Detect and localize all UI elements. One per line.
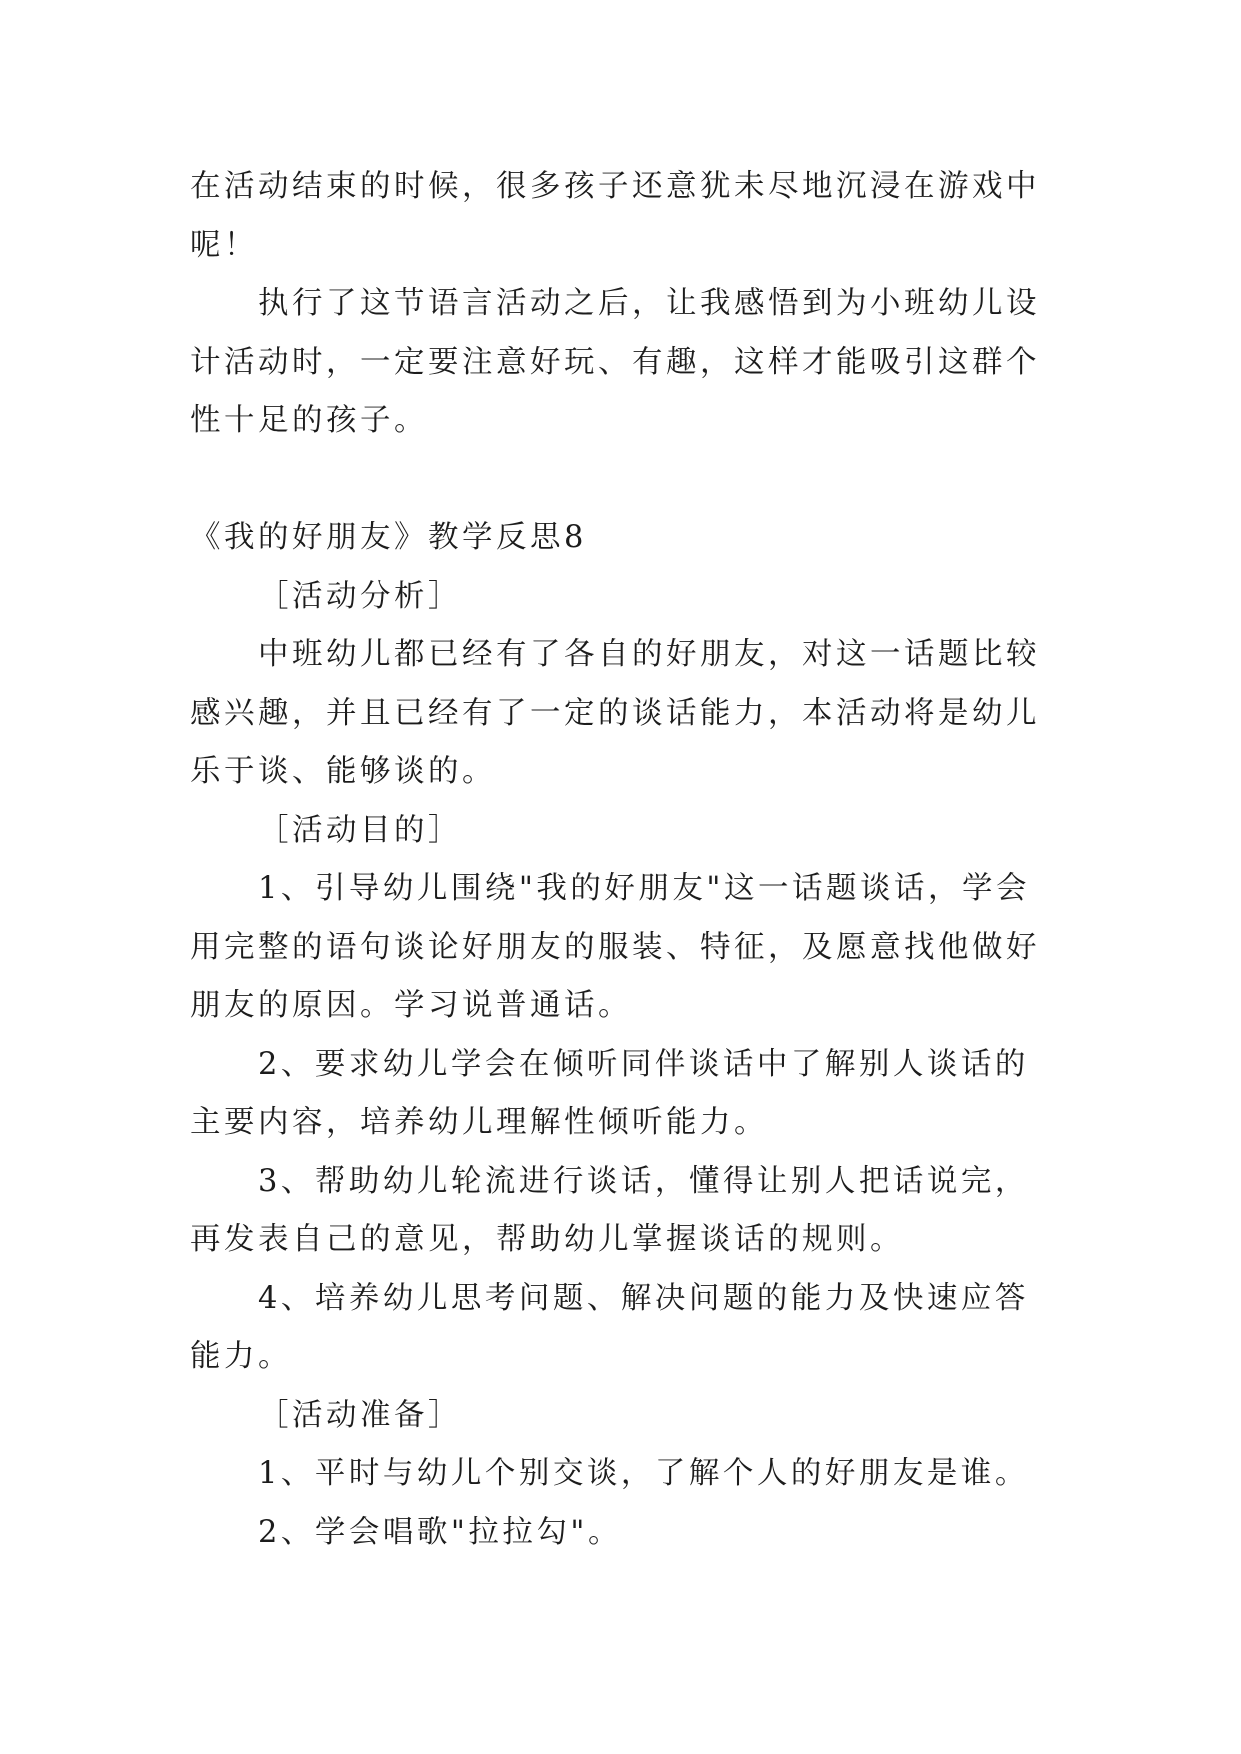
prep-item-1: 1、平时与幼儿个别交谈，了解个人的好朋友是谁。 [258, 1456, 1029, 1491]
lesson-title: 《我的好朋友》教学反思8 [190, 520, 587, 555]
prep-item-2: 2、学会唱歌"拉拉勾"。 [258, 1514, 622, 1550]
paragraph-reflection: 执行了这节语言活动之后，让我感悟到为小班幼儿设计活动时，一定要注意好玩、有趣，这样才能吸引这群个性十足的孩子。 [190, 286, 1040, 438]
document-body [190, 158, 1054, 1562]
heading-activity-goals: ［活动目的］ [258, 812, 462, 848]
heading-activity-analysis: ［活动分析］ [258, 578, 462, 614]
heading-activity-preparation: ［活动准备］ [258, 1397, 462, 1433]
goal-item-3: 3、帮助幼儿轮流进行谈话，懂得让别人把话说完，再发表自己的意见，帮助幼儿掌握谈话的规则。 [190, 1163, 1029, 1257]
goal-item-1: 1、引导幼儿围绕"我的好朋友"这一话题谈话，学会用完整的语句谈论好朋友的服装、特征，及愿意找他做好朋友的原因。学习说普通话。 [190, 871, 1040, 1023]
goal-item-4: 4、培养幼儿思考问题、解决问题的能力及快速应答能力。 [190, 1280, 1029, 1374]
paragraph-activity-analysis: 中班幼儿都已经有了各自的好朋友，对这一话题比较感兴趣，并且已经有了一定的谈话能力，本活动将是幼儿乐于谈、能够谈的。 [190, 637, 1040, 789]
goal-item-2: 2、要求幼儿学会在倾听同伴谈话中了解别人谈话的主要内容，培养幼儿理解性倾听能力。 [190, 1046, 1029, 1140]
paragraph-activity-end: 在活动结束的时候，很多孩子还意犹未尽地沉浸在游戏中呢！ [190, 169, 1040, 263]
